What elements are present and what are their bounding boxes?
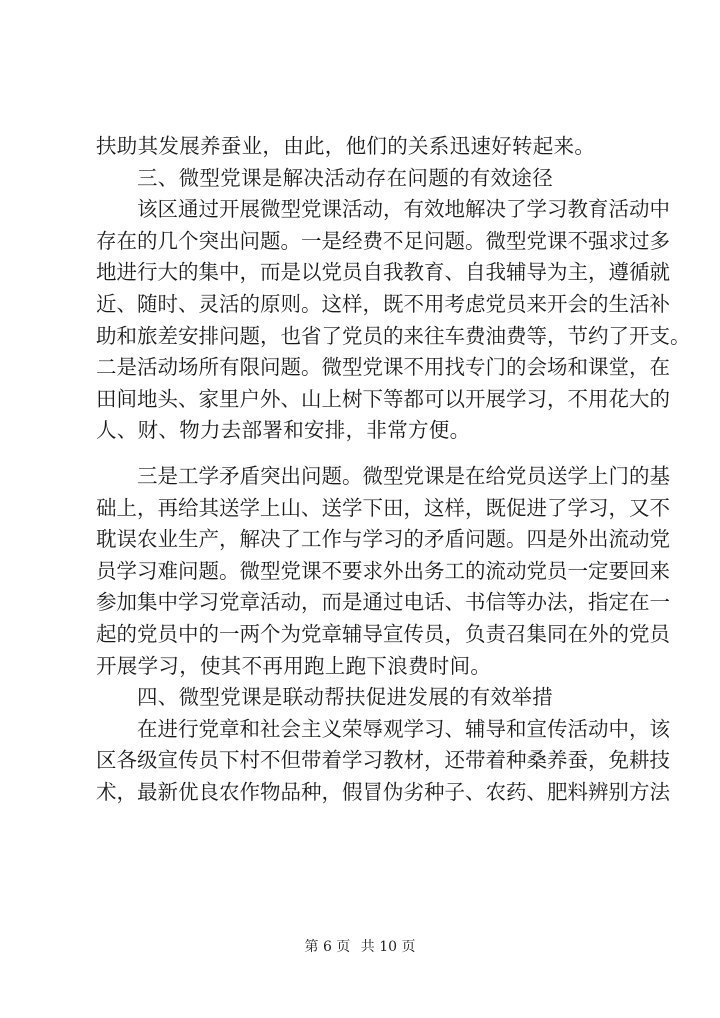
text-line: 开展学习，使其不再用跑上跑下浪费时间。 — [96, 653, 492, 678]
section-heading: 四、微型党课是联动帮扶促进发展的有效举措 — [137, 685, 553, 710]
text-line: 地进行大的集中，而是以党员自我教育、自我辅导为主，遵循就 — [96, 260, 670, 285]
text-line: 助和旅差安排问题，也省了党员的来往车费油费等，节约了开支。 — [96, 323, 691, 348]
text-line: 员学习难问题。微型党课不要求外出务工的流动党员一定要回来 — [96, 558, 670, 583]
text-line: 该区通过开展微型党课活动，有效地解决了学习教育活动中 — [137, 197, 670, 222]
text-line: 二是活动场所有限问题。微型党课不用找专门的会场和课堂，在 — [96, 355, 670, 380]
text-line: 础上，再给其送学上山、送学下田，这样，既促进了学习，又不 — [96, 495, 670, 520]
text-line: 存在的几个突出问题。一是经费不足问题。微型党课不强求过多 — [96, 228, 670, 253]
section-heading: 三、微型党课是解决活动存在问题的有效途径 — [137, 165, 553, 190]
page-footer — [0, 938, 720, 956]
page-total: 共 10 页 — [360, 939, 416, 955]
text-line: 参加集中学习党章活动，而是通过电话、书信等办法，指定在一 — [96, 590, 670, 615]
text-line: 区各级宣传员下村不但带着学习教材，还带着种桑养蚕，免耕技 — [96, 748, 670, 773]
text-line: 田间地头、家里户外、山上树下等都可以开展学习，不用花大的 — [96, 386, 670, 411]
text-line: 耽误农业生产，解决了工作与学习的矛盾问题。四是外出流动党 — [96, 527, 670, 552]
page-number: 第 6 页 — [304, 939, 351, 955]
text-line: 三是工学矛盾突出问题。微型党课是在给党员送学上门的基 — [137, 463, 670, 488]
text-line: 人、财、物力去部署和安排，非常方便。 — [96, 418, 471, 443]
text-line: 近、随时、灵活的原则。这样，既不用考虑党员来开会的生活补 — [96, 291, 670, 316]
text-line: 扶助其发展养蚕业，由此，他们的关系迅速好转起来。 — [96, 134, 596, 158]
text-line: 在进行党章和社会主义荣辱观学习、辅导和宣传活动中，该 — [137, 716, 670, 741]
body-text — [96, 131, 691, 808]
text-line: 起的党员中的一两个为党章辅导宣传员，负责召集同在外的党员 — [96, 621, 670, 646]
text-line: 术，最新优良农作物品种，假冒伪劣种子、农药、肥料辨别方法 — [96, 779, 670, 804]
